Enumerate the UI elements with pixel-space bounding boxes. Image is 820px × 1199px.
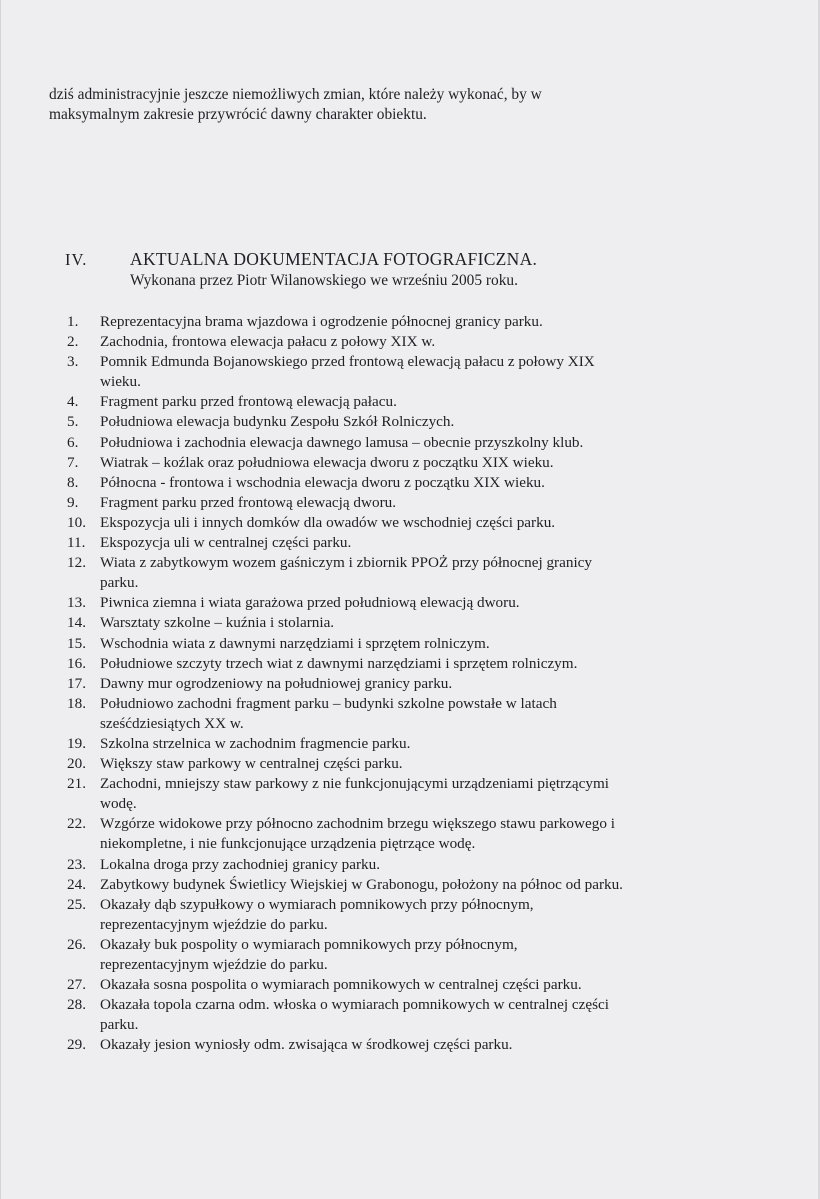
list-item-number: 15. <box>67 634 86 652</box>
list-item-text <box>100 312 727 332</box>
list-item <box>67 473 727 493</box>
intro-line: dziś administracyjnie jeszcze niemożliwych zmian, które należy wykonać, by w <box>49 86 542 103</box>
list-item-line: parku. <box>100 574 139 592</box>
list-item-line: Zachodnia, frontowa elewacja pałacu z połowy XIX w. <box>100 333 436 351</box>
list-item <box>67 634 727 654</box>
list-item-line: wodę. <box>100 795 137 813</box>
list-item-line: Zabytkowy budynek Świetlicy Wiejskiej w Grabonogu, położony na północ od parku. <box>100 875 623 893</box>
list-item-text <box>100 855 727 875</box>
list-item-number: 25. <box>67 895 86 913</box>
list-item-text <box>100 875 727 895</box>
intro-paragraph <box>49 85 789 125</box>
list-item <box>67 975 727 995</box>
list-item-line: Lokalna droga przy zachodniej granicy parku. <box>100 855 381 873</box>
list-item <box>67 593 727 613</box>
list-item-text <box>100 754 727 774</box>
photo-list <box>67 312 727 1055</box>
list-item-text <box>100 352 727 392</box>
list-item-text <box>100 674 727 694</box>
list-item-text <box>100 935 727 975</box>
list-item <box>67 453 727 473</box>
list-item-line: Okazały dąb szypułkowy o wymiarach pomnikowych przy północnym, <box>100 895 534 913</box>
list-item <box>67 995 727 1035</box>
list-item <box>67 855 727 875</box>
list-item <box>67 312 727 332</box>
list-item-number: 19. <box>67 734 86 752</box>
list-item-line: Większy staw parkowy w centralnej części parku. <box>100 755 403 773</box>
list-item-line: Wschodnia wiata z dawnymi narzędziami i sprzętem rolniczym. <box>100 634 490 652</box>
list-item <box>67 814 727 854</box>
list-item-number: 18. <box>67 694 86 712</box>
list-item-text <box>100 895 727 935</box>
list-item-line: niekompletne, i nie funkcjonujące urządzenia piętrzące wodę. <box>100 835 476 853</box>
list-item-line: Południowa elewacja budynku Zespołu Szkół Rolniczych. <box>100 413 455 431</box>
list-item-text <box>100 493 727 513</box>
section-title: AKTUALNA DOKUMENTACJA FOTOGRAFICZNA. <box>130 249 538 269</box>
list-item-text <box>100 613 727 633</box>
list-item <box>67 513 727 533</box>
list-item-number: 7. <box>67 453 79 471</box>
list-item-number: 23. <box>67 855 86 873</box>
list-item-line: Reprezentacyjna brama wjazdowa i ogrodzenie północnej granicy parku. <box>100 313 543 330</box>
list-item <box>67 694 727 734</box>
list-item <box>67 734 727 754</box>
list-item-line: reprezentacyjnym wjeździe do parku. <box>100 956 328 973</box>
list-item-line: Okazały buk pospolity o wymiarach pomnikowych przy północnym, <box>100 935 518 953</box>
list-item-line: Fragment parku przed frontową elewacją dworu. <box>100 493 397 511</box>
list-item-line: Szkolna strzelnica w zachodnim fragmencie parku. <box>100 734 411 752</box>
list-item-text <box>100 593 727 613</box>
list-item-number: 29. <box>67 1036 86 1054</box>
list-item-text <box>100 513 727 533</box>
list-item-number: 5. <box>67 413 79 431</box>
list-item <box>67 1035 727 1055</box>
list-item-text <box>100 1035 727 1055</box>
list-item-text <box>100 634 727 654</box>
list-item-line: Wiatrak – koźlak oraz południowa elewacja dworu z początku XIX wieku. <box>100 453 554 471</box>
list-item-line: Wiata z zabytkowym wozem gaśniczym i zbiornik PPOŻ przy północnej granicy <box>100 554 592 572</box>
list-item-line: Okazała sosna pospolita o wymiarach pomnikowych w centralnej części parku. <box>100 976 582 994</box>
list-item-number: 16. <box>67 654 86 672</box>
list-item <box>67 493 727 513</box>
list-item-line: reprezentacyjnym wjeździe do parku. <box>100 915 328 933</box>
list-item-number: 9. <box>67 493 79 511</box>
list-item-text <box>100 392 727 412</box>
list-item-number: 4. <box>67 393 79 411</box>
list-item-text <box>100 533 727 553</box>
list-item <box>67 754 727 774</box>
list-item-number: 26. <box>67 935 86 953</box>
list-item-number: 21. <box>67 775 86 793</box>
list-item-text <box>100 412 727 432</box>
list-item <box>67 332 727 352</box>
list-item-line: Warsztaty szkolne – kuźnia i stolarnia. <box>100 614 335 632</box>
list-item-text <box>100 553 727 593</box>
list-item <box>67 875 727 895</box>
list-item-line: Okazały jesion wyniosły odm. zwisająca w środkowej części parku. <box>100 1036 513 1054</box>
list-item-line: Południowo zachodni fragment parku – budynki szkolne powstałe w latach <box>100 694 557 712</box>
list-item <box>67 533 727 553</box>
list-item-line: wieku. <box>100 373 141 391</box>
list-item-number: 3. <box>67 353 79 371</box>
list-item-text <box>100 654 727 674</box>
list-item-line: Południowa i zachodnia elewacja dawnego lamusa – obecnie przyszkolny klub. <box>100 433 584 451</box>
section-number: IV. <box>65 250 88 269</box>
list-item-number: 13. <box>67 594 86 612</box>
list-item-line: Zachodni, mniejszy staw parkowy z nie funkcjonującymi urządzeniami piętrzącymi <box>100 775 610 793</box>
list-item-text <box>100 975 727 995</box>
list-item-number: 17. <box>67 674 86 692</box>
list-item <box>67 613 727 633</box>
list-item-number: 2. <box>67 333 79 351</box>
list-item-line: Ekspozycja uli i innych domków dla owadów we wschodniej części parku. <box>100 513 556 531</box>
list-item-number: 8. <box>67 473 79 491</box>
list-item-number: 14. <box>67 614 86 632</box>
list-item-text <box>100 433 727 453</box>
section-heading <box>65 249 765 270</box>
list-item-number: 28. <box>67 996 86 1014</box>
intro-line: maksymalnym zakresie przywrócić dawny charakter obiektu. <box>49 106 427 123</box>
list-item-text <box>100 453 727 473</box>
list-item <box>67 392 727 412</box>
list-item-line: Ekspozycja uli w centralnej części parku. <box>100 534 352 552</box>
list-item <box>67 774 727 814</box>
list-item-text <box>100 814 727 854</box>
list-item <box>67 553 727 593</box>
list-item-number: 11. <box>67 534 86 552</box>
list-item-line: Okazała topola czarna odm. włoska o wymiarach pomnikowych w centralnej części <box>100 996 610 1014</box>
list-item-line: Wzgórze widokowe przy północno zachodnim brzegu większego stawu parkowego i <box>100 815 615 833</box>
list-item-text <box>100 995 727 1035</box>
list-item-line: Piwnica ziemna i wiata garażowa przed południową elewacją dworu. <box>100 594 520 612</box>
list-item-text <box>100 694 727 734</box>
list-item-text <box>100 473 727 493</box>
list-item-line: Pomnik Edmunda Bojanowskiego przed frontową elewacją pałacu z połowy XIX <box>100 353 595 371</box>
list-item-text <box>100 734 727 754</box>
list-item <box>67 895 727 935</box>
list-item-line: Północna - frontowa i wschodnia elewacja dworu z początku XIX wieku. <box>100 473 545 491</box>
list-item-text <box>100 774 727 814</box>
list-item-number: 6. <box>67 433 79 451</box>
list-item-number: 27. <box>67 976 86 994</box>
list-item <box>67 412 727 432</box>
list-item-number: 10. <box>67 513 86 531</box>
list-item <box>67 433 727 453</box>
list-item-line: Południowe szczyty trzech wiat z dawnymi narzędziami i sprzętem rolniczym. <box>100 654 578 672</box>
list-item-text <box>100 332 727 352</box>
list-item-line: sześćdziesiątych XX w. <box>100 714 244 732</box>
list-item <box>67 674 727 694</box>
list-item-line: Fragment parku przed frontową elewacją pałacu. <box>100 393 397 411</box>
list-item-number: 1. <box>67 313 79 330</box>
list-item-number: 20. <box>67 755 86 773</box>
list-item-line: Dawny mur ogrodzeniowy na południowej granicy parku. <box>100 674 453 692</box>
section-subtitle: Wykonana przez Piotr Wilanowskiego we wrześniu 2005 roku. <box>130 272 518 289</box>
list-item-number: 12. <box>67 554 86 572</box>
list-item <box>67 352 727 392</box>
list-item-line: parku. <box>100 1016 139 1034</box>
list-item-number: 22. <box>67 815 86 833</box>
list-item <box>67 654 727 674</box>
list-item <box>67 935 727 975</box>
list-item-number: 24. <box>67 875 86 893</box>
